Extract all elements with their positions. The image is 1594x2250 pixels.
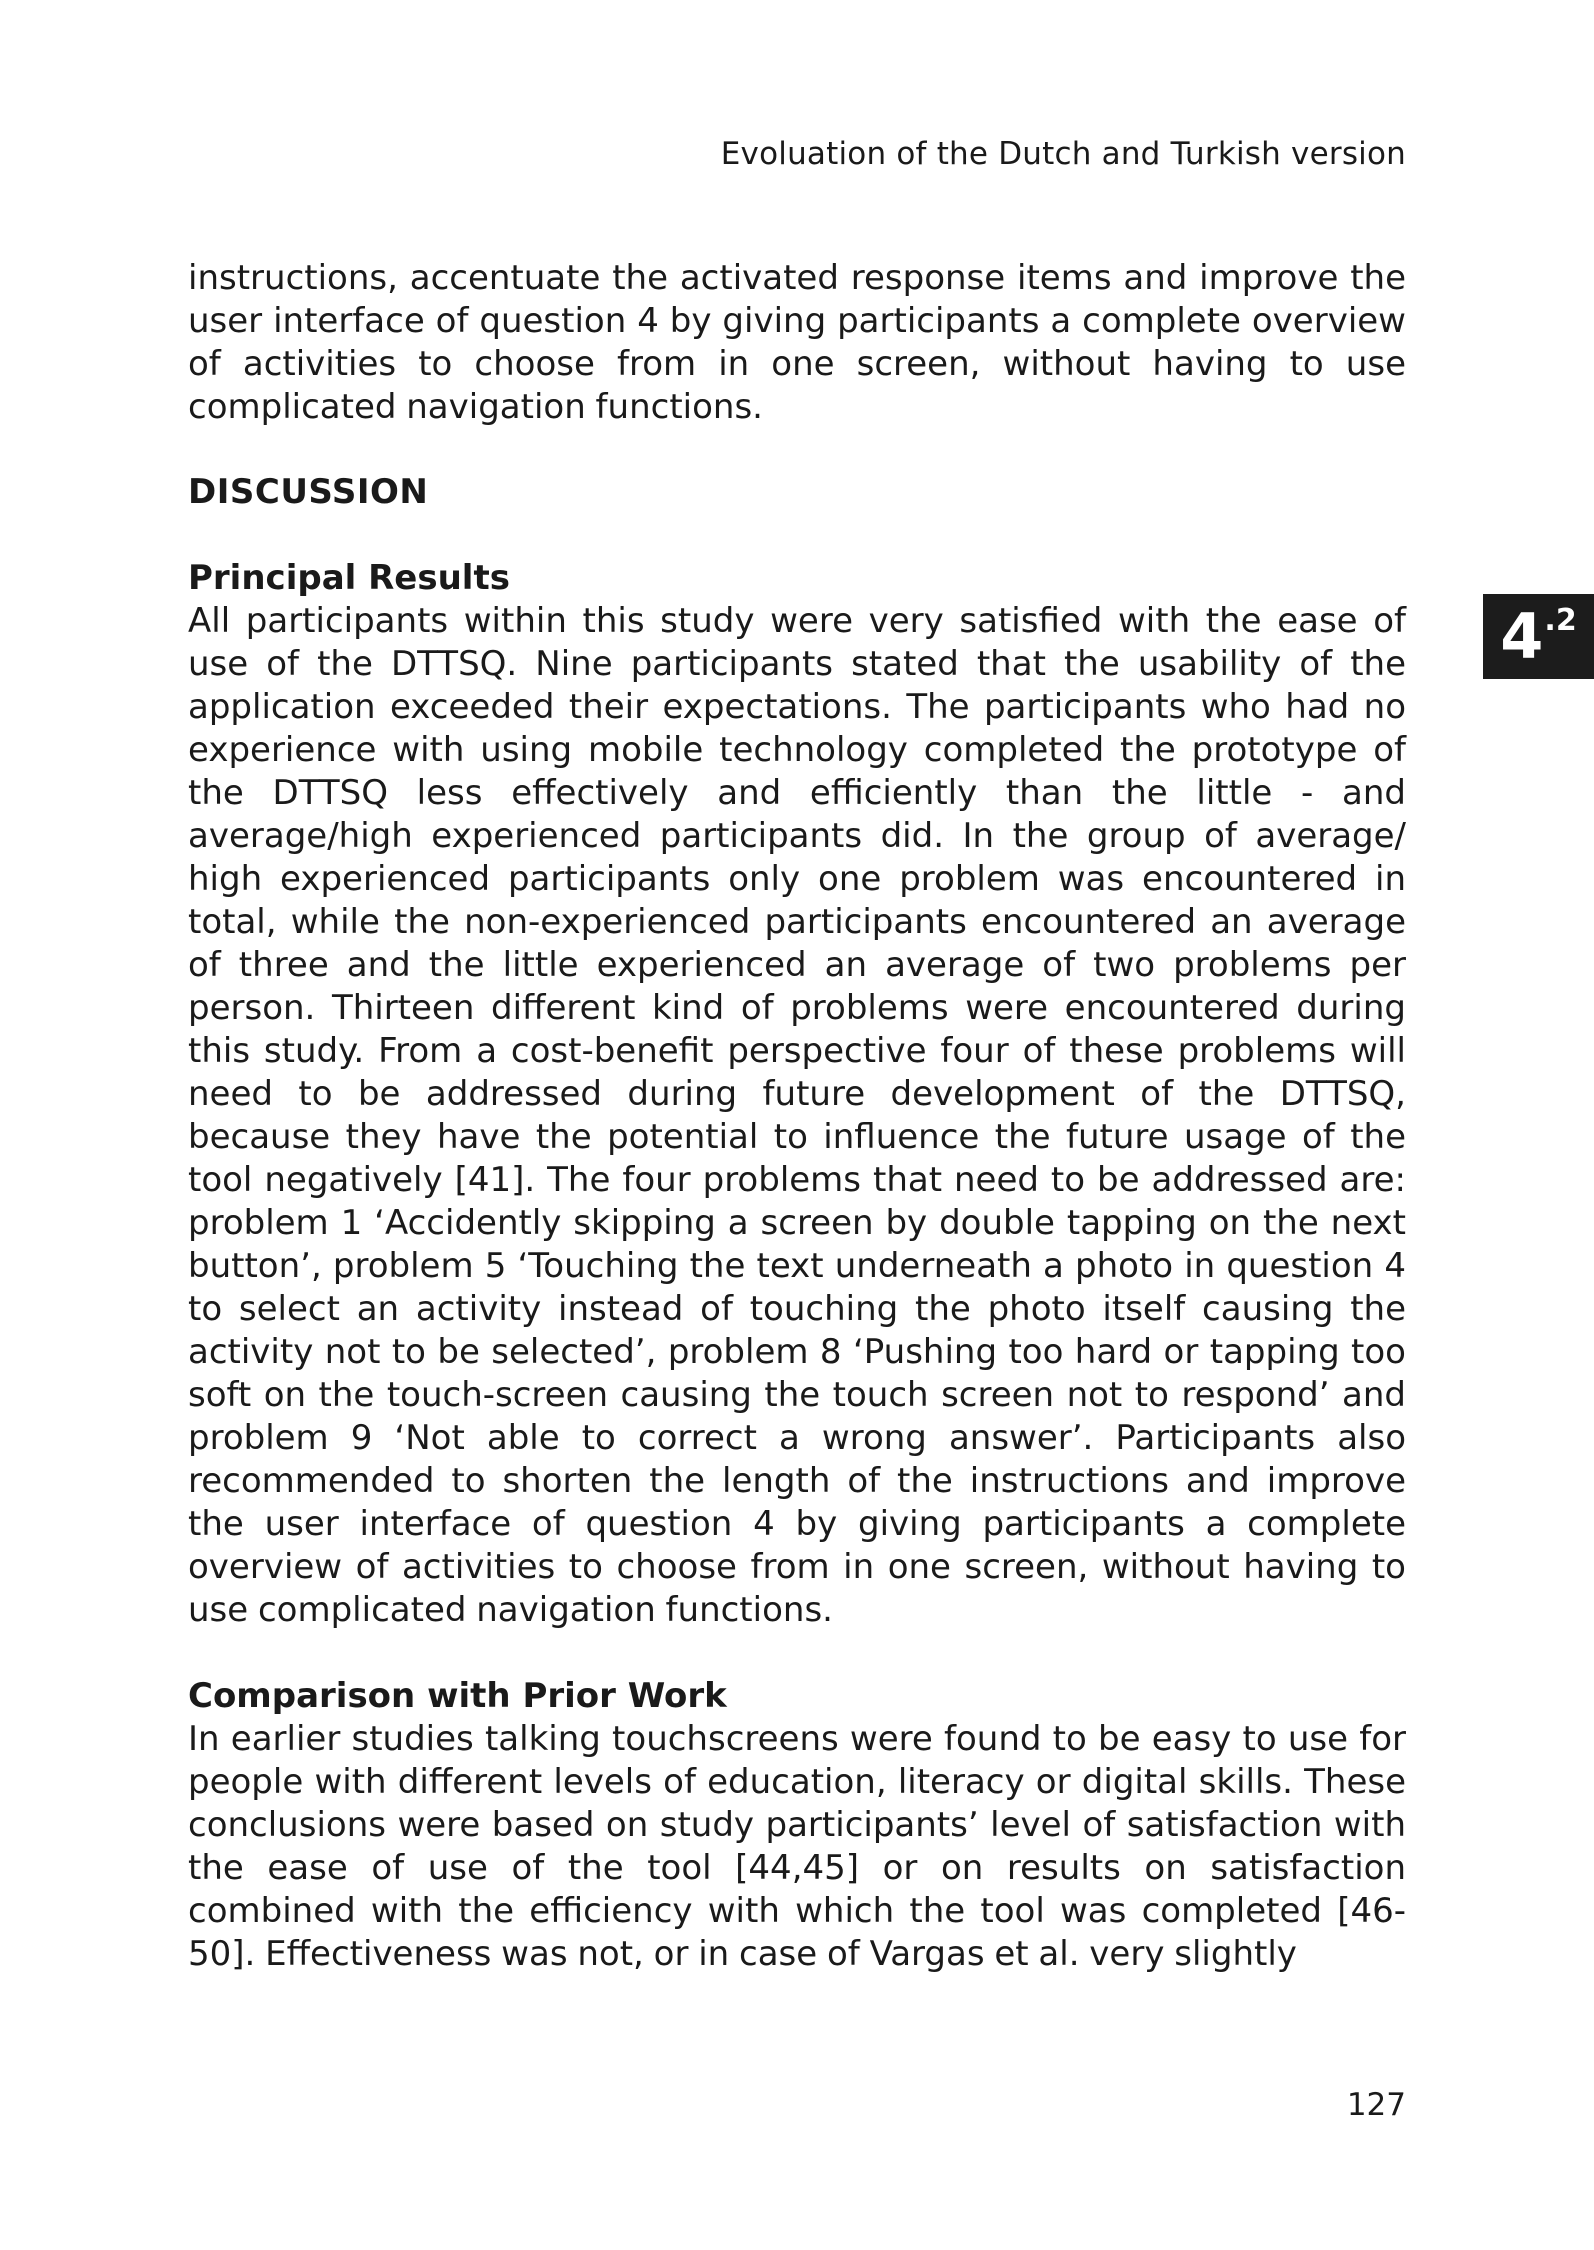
comparison-paragraph: In earlier studies talking touchscreens were found to be easy to use for people with different levels of education, literacy or digital skills. These conclusions were based on study participants’ level of satisfaction with the ease of use of the tool [44,45] or on results on satisfaction combined with the efficiency with which the tool was completed [46-50]. Effectiveness was not, or in case of Vargas et al. very slightly bbox=[188, 1719, 1406, 1974]
comparison-heading: Comparison with Prior Work bbox=[188, 1676, 727, 1716]
running-header: Evoluation of the Dutch and Turkish version bbox=[720, 136, 1406, 172]
chapter-subnumber: .2 bbox=[1544, 603, 1577, 638]
principal-results-heading: Principal Results bbox=[188, 558, 510, 598]
chapter-number: 4 bbox=[1500, 599, 1544, 673]
page-number: 127 bbox=[1346, 2087, 1406, 2123]
intro-paragraph: instructions, accentuate the activated response items and improve the user interface of question 4 by giving participants a complete overview of activities to choose from in one screen, without having to use complicated navigation functions. bbox=[188, 258, 1406, 427]
discussion-heading: DISCUSSION bbox=[188, 472, 429, 512]
principal-results-paragraph: All participants within this study were very satisfied with the ease of use of the DTTSQ. Nine participants stated that the usability of the application exceeded their expectations. The participants who had no experience with using mobile technology completed the prototype of the DTTSQ less effectively and efficiently than the little - and average/high experienced participants did. In the group of average/ high experienced participants only one problem was encountered in total, while the non-experienced participants encountered an average of three and the little experienced an average of two problems per person. Thirteen different kind of problems were encountered during this study. From a cost-benefit perspective four of these problems will need to be addressed during future development of the DTTSQ, because they have the potential to influence the future usage of the tool negatively [41]. The four problems that need to be addressed are: problem 1 ‘Accidently skipping a screen by double tapping on the next button’, problem 5 ‘Touching the text underneath a photo in question 4 to select an activity instead of touching the photo itself causing the activity not to be selected’, problem 8 ‘Pushing too hard or tapping too soft on the touch-screen causing the touch screen not to respond’ and problem 9 ‘Not able to correct a wrong answer’. Participants also recommended to shorten the length of the instructions and improve the user interface of question 4 by giving participants a complete overview of activities to choose from in one screen, without having to use complicated navigation functions. bbox=[188, 601, 1406, 1630]
section-spacer bbox=[188, 1632, 1406, 1675]
chapter-tab bbox=[1483, 594, 1594, 679]
page-body bbox=[188, 257, 1406, 1976]
